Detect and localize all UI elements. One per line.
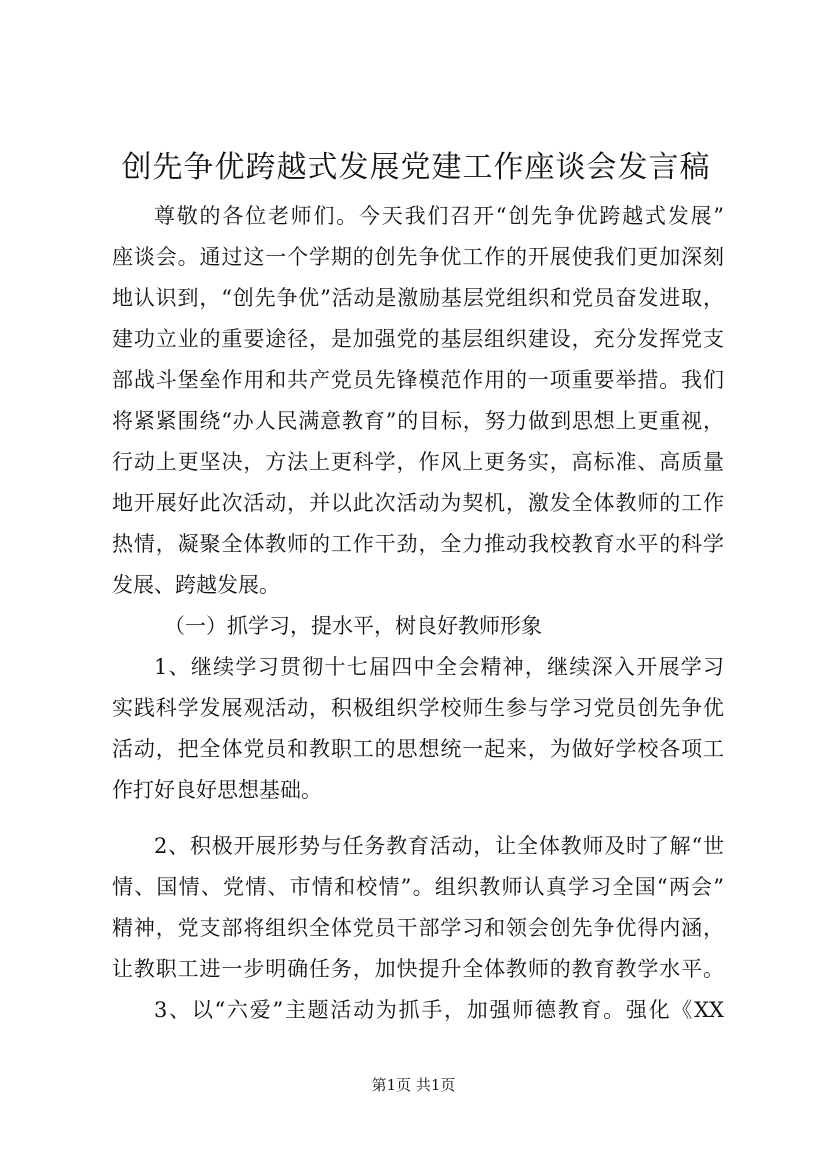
page-number: 第1页 共1页 [371, 1076, 456, 1094]
text-line: 实践科学发展观活动，积极组织学校师生参与学习党员创先争优 [112, 696, 724, 720]
paragraph-intro [112, 196, 724, 606]
text-line: 活动，把全体党员和教职工的思想统一起来，为做好学校各项工 [112, 737, 724, 761]
text-line: 精神，党支部将组织全体党员干部学习和领会创先争优得内涵， [112, 916, 724, 940]
paragraph-item-2 [112, 826, 724, 990]
section-heading [112, 606, 724, 647]
text-line: 热情，凝聚全体教师的工作干劲，全力推动我校教育水平的科学 [112, 532, 724, 556]
text-line: 1、继续学习贯彻十七届四中全会精神，继续深入开展学习 [154, 655, 724, 679]
text-line: 尊敬的各位老师们。今天我们召开“创先争优跨越式发展” [154, 204, 724, 228]
text-line: 行动上更坚决，方法上更科学，作风上更务实，高标准、高质量 [112, 450, 724, 474]
paragraph-item-1 [112, 647, 724, 811]
text-line: （一）抓学习，提水平，树良好教师形象 [164, 614, 542, 638]
text-line: 情、国情、党情、市情和校情”。组织教师认真学习全国“两会” [112, 875, 724, 899]
text-line: 将紧紧围绕“办人民满意教育”的目标，努力做到思想上更重视， [112, 409, 724, 433]
text-line: 建功立业的重要途径，是加强党的基层组织建设，充分发挥党支 [112, 327, 724, 351]
paragraph-item-3 [112, 990, 724, 1031]
document-body [112, 196, 724, 1031]
text-line: 3、以“六爱”主题活动为抓手，加强师德教育。强化《XX [154, 998, 724, 1022]
paragraph-gap [112, 811, 724, 826]
text-line: 作打好良好思想基础。 [112, 778, 322, 802]
text-line: 发展、跨越发展。 [112, 573, 280, 597]
text-line: 座谈会。通过这一个学期的创先争优工作的开展使我们更加深刻 [112, 245, 724, 269]
text-line: 部战斗堡垒作用和共产党员先锋模范作用的一项重要举措。我们 [112, 368, 724, 392]
text-line: 让教职工进一步明确任务，加快提升全体教师的教育教学水平。 [112, 957, 724, 981]
text-line: 地认识到，“创先争优”活动是激励基层党组织和党员奋发进取， [112, 286, 724, 310]
text-line: 2、积极开展形势与任务教育活动，让全体教师及时了解“世 [154, 834, 724, 858]
text-line: 地开展好此次活动，并以此次活动为契机，激发全体教师的工作 [112, 491, 724, 515]
document-title: 创先争优跨越式发展党建工作座谈会发言稿 [121, 150, 711, 185]
